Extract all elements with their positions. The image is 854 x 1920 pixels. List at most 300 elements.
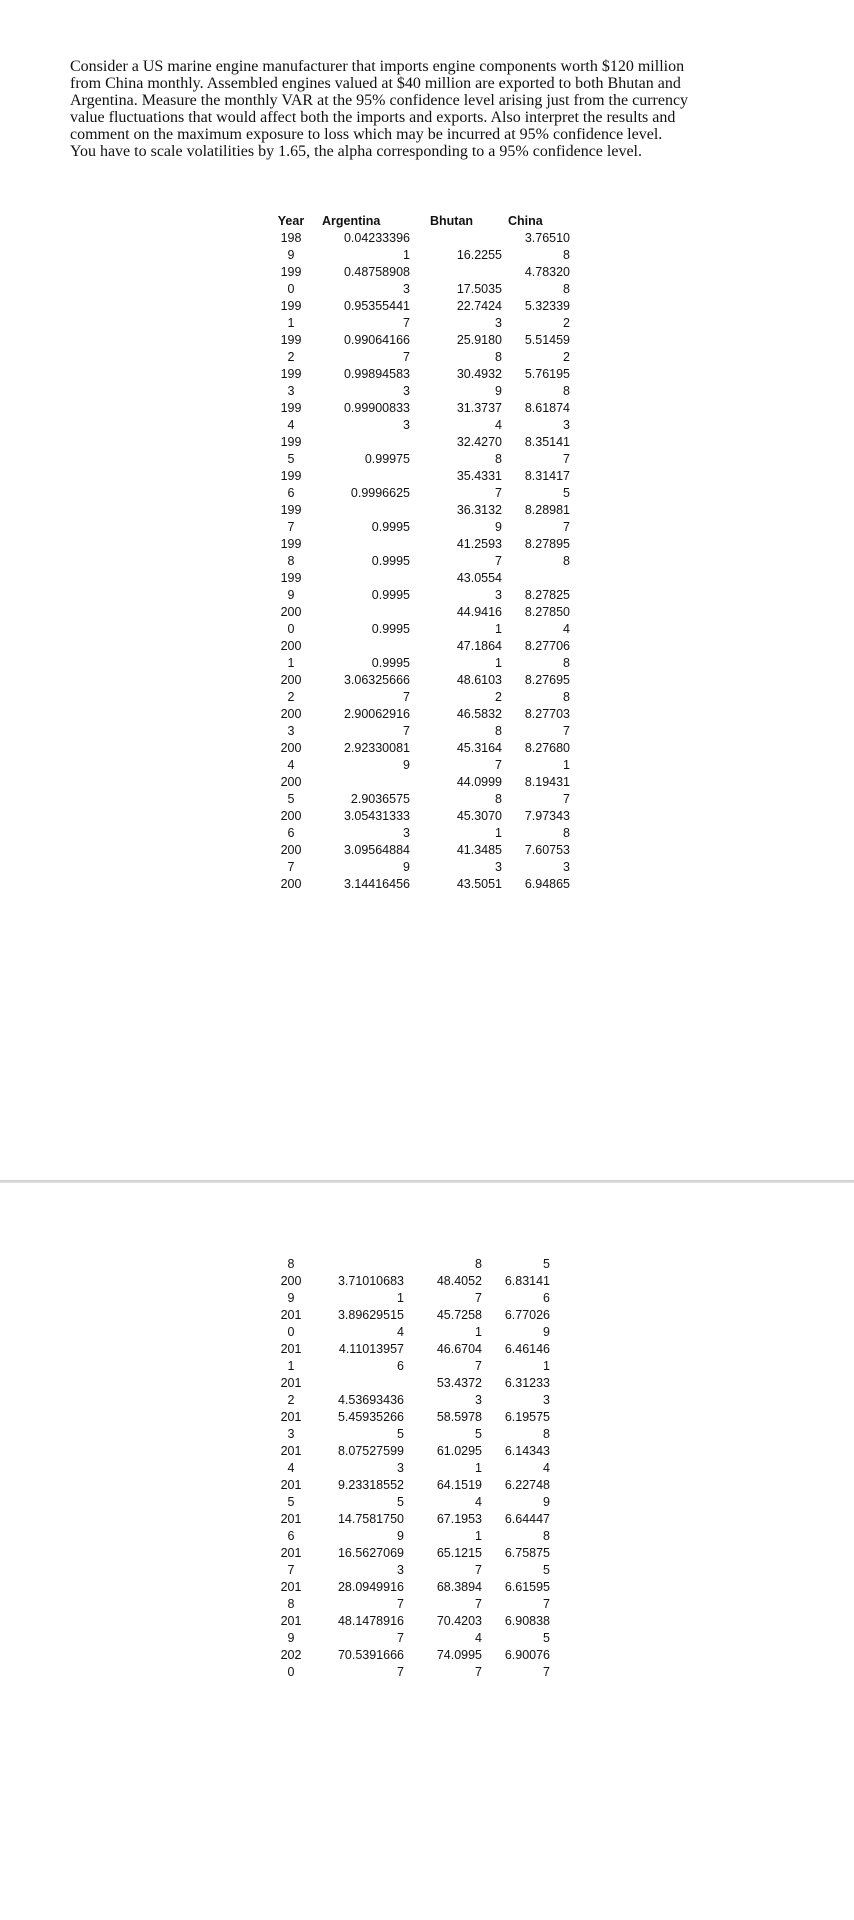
cell-bhutan: 8 [495, 792, 502, 806]
cell-argentina: 0.99975 [364, 452, 410, 466]
cell-bhutan: 3 [495, 588, 502, 602]
cell-year: 2 [287, 690, 295, 704]
table-row [266, 587, 570, 604]
table-row [266, 1545, 550, 1562]
cell-argentina: 7 [397, 1597, 404, 1611]
cell-bhutan: 7 [475, 1291, 482, 1305]
cell-china: 6.31233 [504, 1376, 550, 1390]
table-row [266, 1460, 550, 1477]
cell-china: 8.27706 [524, 639, 570, 653]
cell-bhutan: 7 [475, 1359, 482, 1373]
cell-china: 8.28981 [524, 503, 570, 517]
table-header-row [266, 213, 570, 230]
table-row [266, 621, 570, 638]
cell-bhutan: 3 [495, 860, 502, 874]
cell-argentina [316, 1256, 410, 1273]
cell-bhutan: 1 [475, 1529, 482, 1543]
table-row [266, 536, 570, 553]
cell-china: 7 [563, 724, 570, 738]
cell-argentina: 7 [397, 1631, 404, 1645]
cell-year: 201 [280, 1342, 302, 1356]
cell-argentina: 3.09564884 [343, 843, 410, 857]
cell-china: 7 [543, 1665, 550, 1679]
cell-argentina: 0.9995 [371, 520, 410, 534]
table-row [266, 689, 570, 706]
cell-china [508, 570, 570, 587]
cell-argentina: 48.1478916 [337, 1614, 404, 1628]
cell-china: 4 [563, 622, 570, 636]
table-row [266, 298, 570, 315]
table-row [266, 1392, 550, 1409]
cell-argentina: 0.9995 [371, 656, 410, 670]
cell-china: 9 [543, 1325, 550, 1339]
table-row [266, 638, 570, 655]
cell-year: 199 [280, 333, 302, 347]
cell-china: 8.35141 [524, 435, 570, 449]
cell-year: 200 [280, 673, 302, 687]
table-row [266, 825, 570, 842]
cell-argentina: 9.23318552 [337, 1478, 404, 1492]
cell-year: 201 [280, 1580, 302, 1594]
cell-year: 5 [287, 452, 295, 466]
cell-china: 6.61595 [504, 1580, 550, 1594]
cell-year: 2 [287, 350, 295, 364]
cell-year: 4 [287, 1461, 295, 1475]
table-row [266, 383, 570, 400]
cell-argentina: 0.99064166 [343, 333, 410, 347]
cell-china: 7.60753 [524, 843, 570, 857]
cell-argentina: 3.89629515 [337, 1308, 404, 1322]
cell-argentina: 2.92330081 [343, 741, 410, 755]
cell-bhutan: 8 [495, 724, 502, 738]
cell-bhutan: 41.2593 [456, 537, 502, 551]
cell-bhutan: 1 [475, 1325, 482, 1339]
cell-argentina: 3.05431333 [343, 809, 410, 823]
table-row [266, 1647, 550, 1664]
cell-bhutan: 1 [495, 622, 502, 636]
table-row [266, 808, 570, 825]
cell-bhutan: 53.4372 [436, 1376, 482, 1390]
cell-china: 1 [563, 758, 570, 772]
cell-year: 1 [287, 316, 295, 330]
cell-year: 0 [287, 282, 295, 296]
cell-argentina [316, 434, 416, 451]
cell-argentina: 6 [397, 1359, 404, 1373]
cell-bhutan: 5 [475, 1427, 482, 1441]
table-row [266, 400, 570, 417]
cell-china: 8.27850 [524, 605, 570, 619]
cell-china: 7.97343 [524, 809, 570, 823]
cell-bhutan: 9 [495, 520, 502, 534]
cell-bhutan [416, 264, 508, 281]
cell-china: 5 [563, 486, 570, 500]
document-page-2 [0, 1183, 854, 1920]
cell-china: 8 [563, 384, 570, 398]
cell-china: 4 [543, 1461, 550, 1475]
cell-bhutan: 30.4932 [456, 367, 502, 381]
cell-china: 8 [563, 656, 570, 670]
cell-bhutan: 3 [475, 1393, 482, 1407]
cell-china: 2 [563, 316, 570, 330]
cell-bhutan: 44.0999 [456, 775, 502, 789]
cell-bhutan: 1 [495, 826, 502, 840]
question-line: value fluctuations that would affect both the imports and exports. Also interpret the results and [70, 109, 676, 126]
cell-argentina: 9 [403, 758, 410, 772]
cell-bhutan: 22.7424 [456, 299, 502, 313]
question-line: You have to scale volatilities by 1.65, the alpha corresponding to a 95% confidence level. [70, 143, 642, 160]
cell-china: 8 [563, 248, 570, 262]
cell-year: 3 [287, 1427, 295, 1441]
cell-argentina [316, 604, 416, 621]
cell-china: 5.32339 [524, 299, 570, 313]
cell-argentina: 0.04233396 [343, 231, 410, 245]
cell-year: 201 [280, 1308, 302, 1322]
cell-china: 8 [543, 1427, 550, 1441]
table-body-page-1 [266, 230, 570, 893]
table-row [266, 1341, 550, 1358]
table-row [266, 1324, 550, 1341]
table-row [266, 519, 570, 536]
cell-argentina: 9 [397, 1529, 404, 1543]
header-argentina: Argentina [322, 214, 381, 228]
cell-china: 5 [543, 1257, 550, 1271]
table-row [266, 876, 570, 893]
header-china: China [508, 214, 543, 228]
cell-china: 8.27680 [524, 741, 570, 755]
table-row [266, 570, 570, 587]
cell-argentina: 0.99900833 [343, 401, 410, 415]
cell-year: 3 [287, 384, 295, 398]
cell-china: 6.77026 [504, 1308, 550, 1322]
cell-year: 9 [287, 248, 295, 262]
cell-bhutan: 2 [495, 690, 502, 704]
cell-year: 3 [287, 724, 295, 738]
table-row [266, 1409, 550, 1426]
cell-bhutan: 25.9180 [456, 333, 502, 347]
cell-argentina: 1 [397, 1291, 404, 1305]
cell-china: 8.27895 [524, 537, 570, 551]
header-year: Year [277, 214, 305, 228]
cell-argentina [316, 1375, 410, 1392]
table-row [266, 1528, 550, 1545]
table-row [266, 1562, 550, 1579]
cell-argentina: 2.90062916 [343, 707, 410, 721]
table-row [266, 1511, 550, 1528]
cell-china: 6.83141 [504, 1274, 550, 1288]
cell-china: 8 [543, 1529, 550, 1543]
table-row [266, 264, 570, 281]
cell-china: 8.61874 [524, 401, 570, 415]
cell-year: 199 [280, 401, 302, 415]
table-row [266, 247, 570, 264]
cell-argentina [316, 536, 416, 553]
cell-argentina: 3.71010683 [337, 1274, 404, 1288]
cell-argentina: 0.95355441 [343, 299, 410, 313]
cell-year: 200 [280, 1274, 302, 1288]
cell-argentina: 5.45935266 [337, 1410, 404, 1424]
cell-year: 199 [280, 469, 302, 483]
cell-china: 3 [543, 1393, 550, 1407]
table-row [266, 791, 570, 808]
cell-argentina: 0.48758908 [343, 265, 410, 279]
cell-bhutan: 35.4331 [456, 469, 502, 483]
cell-bhutan: 3 [495, 316, 502, 330]
cell-year: 0 [287, 1325, 295, 1339]
cell-argentina [316, 502, 416, 519]
cell-year: 9 [287, 1291, 295, 1305]
cell-china: 5.76195 [524, 367, 570, 381]
cell-bhutan: 47.1864 [456, 639, 502, 653]
cell-bhutan: 8 [495, 452, 502, 466]
table-row [266, 774, 570, 791]
table-row [266, 740, 570, 757]
cell-argentina: 0.9995 [371, 554, 410, 568]
table-body-page-2 [266, 1256, 550, 1681]
cell-year: 201 [280, 1444, 302, 1458]
cell-bhutan: 46.5832 [456, 707, 502, 721]
cell-bhutan: 8 [495, 350, 502, 364]
cell-year: 8 [287, 554, 295, 568]
cell-china: 5 [543, 1563, 550, 1577]
cell-argentina: 3 [403, 282, 410, 296]
table-row [266, 1358, 550, 1375]
table-row [266, 672, 570, 689]
cell-year: 9 [287, 1631, 295, 1645]
table-row [266, 1426, 550, 1443]
cell-year: 2 [287, 1393, 295, 1407]
table-row [266, 1443, 550, 1460]
cell-year: 6 [287, 826, 295, 840]
table-row [266, 1256, 550, 1273]
table-row [266, 230, 570, 247]
cell-bhutan: 4 [475, 1495, 482, 1509]
cell-year: 5 [287, 1495, 295, 1509]
cell-bhutan: 7 [475, 1665, 482, 1679]
cell-argentina: 0.9995 [371, 588, 410, 602]
cell-argentina [316, 468, 416, 485]
cell-year: 198 [280, 231, 302, 245]
cell-bhutan: 67.1953 [436, 1512, 482, 1526]
cell-argentina: 7 [403, 316, 410, 330]
cell-china: 5 [543, 1631, 550, 1645]
cell-bhutan: 44.9416 [456, 605, 502, 619]
cell-bhutan: 4 [495, 418, 502, 432]
cell-bhutan: 41.3485 [456, 843, 502, 857]
cell-year: 5 [287, 792, 295, 806]
cell-argentina: 7 [403, 690, 410, 704]
table-row [266, 1579, 550, 1596]
cell-argentina [316, 570, 416, 587]
cell-china: 6.14343 [504, 1444, 550, 1458]
cell-argentina: 0.99894583 [343, 367, 410, 381]
cell-year: 201 [280, 1546, 302, 1560]
table-row [266, 366, 570, 383]
cell-year: 199 [280, 571, 302, 585]
cell-bhutan: 7 [475, 1597, 482, 1611]
table-row [266, 706, 570, 723]
cell-bhutan: 8 [475, 1257, 482, 1271]
cell-china: 8 [563, 554, 570, 568]
cell-argentina: 3.14416456 [343, 877, 410, 891]
cell-bhutan: 7 [475, 1563, 482, 1577]
cell-argentina: 4 [397, 1325, 404, 1339]
cell-year: 199 [280, 537, 302, 551]
cell-year: 7 [287, 520, 295, 534]
cell-year: 6 [287, 486, 295, 500]
cell-china: 7 [543, 1597, 550, 1611]
cell-china: 7 [563, 452, 570, 466]
cell-year: 200 [280, 843, 302, 857]
table-row [266, 468, 570, 485]
cell-bhutan: 68.3894 [436, 1580, 482, 1594]
cell-year: 199 [280, 299, 302, 313]
cell-year: 4 [287, 758, 295, 772]
cell-argentina: 3 [403, 826, 410, 840]
cell-bhutan: 1 [495, 656, 502, 670]
cell-bhutan: 65.1215 [436, 1546, 482, 1560]
cell-argentina: 4.11013957 [338, 1342, 404, 1356]
cell-argentina: 7 [397, 1665, 404, 1679]
cell-year: 200 [280, 741, 302, 755]
cell-year: 200 [280, 707, 302, 721]
cell-argentina: 8.07527599 [337, 1444, 404, 1458]
table-row [266, 315, 570, 332]
cell-china: 3 [563, 860, 570, 874]
cell-year: 202 [280, 1648, 302, 1662]
cell-year: 8 [287, 1257, 295, 1271]
question-line: from China monthly. Assembled engines valued at $40 million are exported to both Bhutan and [70, 75, 681, 92]
exchange-rate-table [266, 213, 570, 893]
cell-year: 201 [280, 1376, 302, 1390]
table-row [266, 604, 570, 621]
cell-china: 6.90076 [504, 1648, 550, 1662]
cell-bhutan: 70.4203 [436, 1614, 482, 1628]
cell-year: 200 [280, 809, 302, 823]
cell-china: 8.27695 [524, 673, 570, 687]
cell-year: 6 [287, 1529, 295, 1543]
cell-china: 8.27703 [524, 707, 570, 721]
cell-argentina: 5 [397, 1495, 404, 1509]
table-row [266, 1596, 550, 1613]
cell-bhutan: 74.0995 [436, 1648, 482, 1662]
cell-argentina: 7 [403, 724, 410, 738]
cell-year: 201 [280, 1478, 302, 1492]
cell-bhutan: 32.4270 [456, 435, 502, 449]
cell-year: 7 [287, 1563, 295, 1577]
cell-year: 200 [280, 639, 302, 653]
cell-year: 199 [280, 503, 302, 517]
cell-year: 0 [287, 1665, 295, 1679]
cell-argentina: 3 [397, 1461, 404, 1475]
cell-bhutan: 31.3737 [456, 401, 502, 415]
cell-bhutan: 1 [475, 1461, 482, 1475]
cell-argentina: 16.5627069 [337, 1546, 404, 1560]
cell-bhutan: 7 [495, 758, 502, 772]
cell-year: 199 [280, 435, 302, 449]
cell-china: 3.76510 [524, 231, 570, 245]
cell-china: 7 [563, 792, 570, 806]
table-row [266, 757, 570, 774]
cell-argentina: 28.0949916 [337, 1580, 404, 1594]
table-row [266, 1630, 550, 1647]
cell-argentina: 0.9995 [371, 622, 410, 636]
cell-bhutan: 45.7258 [436, 1308, 482, 1322]
cell-year: 199 [280, 367, 302, 381]
cell-china: 6.90838 [504, 1614, 550, 1628]
cell-year: 9 [287, 588, 295, 602]
cell-china: 6.19575 [504, 1410, 550, 1424]
table-row [266, 281, 570, 298]
table-row [266, 859, 570, 876]
cell-year: 4 [287, 418, 295, 432]
cell-china: 4.78320 [524, 265, 570, 279]
cell-bhutan: 45.3164 [456, 741, 502, 755]
cell-argentina [316, 774, 416, 791]
cell-argentina: 3 [403, 384, 410, 398]
table-row [266, 553, 570, 570]
table-row [266, 451, 570, 468]
cell-bhutan: 9 [495, 384, 502, 398]
cell-bhutan: 58.5978 [436, 1410, 482, 1424]
exchange-rate-table-continued [266, 1256, 550, 1681]
table-row [266, 417, 570, 434]
cell-china: 1 [543, 1359, 550, 1373]
cell-china: 6.64447 [504, 1512, 550, 1526]
cell-bhutan: 64.1519 [436, 1478, 482, 1492]
cell-bhutan: 36.3132 [456, 503, 502, 517]
table-row [266, 502, 570, 519]
cell-year: 0 [287, 622, 295, 636]
cell-bhutan: 43.0554 [456, 571, 502, 585]
table-row [266, 1375, 550, 1392]
cell-bhutan: 7 [495, 554, 502, 568]
question-text [70, 58, 790, 160]
cell-bhutan: 48.6103 [456, 673, 502, 687]
cell-year: 201 [280, 1512, 302, 1526]
cell-china: 5.51459 [524, 333, 570, 347]
table-row [266, 332, 570, 349]
cell-china: 8.27825 [524, 588, 570, 602]
table-row [266, 1307, 550, 1324]
cell-year: 7 [287, 860, 295, 874]
table-row [266, 434, 570, 451]
cell-argentina: 7 [403, 350, 410, 364]
question-line: comment on the maximum exposure to loss which may be incurred at 95% confidence level. [70, 126, 663, 143]
cell-china: 6 [543, 1291, 550, 1305]
cell-bhutan: 61.0295 [436, 1444, 482, 1458]
cell-argentina: 5 [397, 1427, 404, 1441]
cell-argentina: 3 [403, 418, 410, 432]
table-row [266, 1494, 550, 1511]
cell-china: 9 [543, 1495, 550, 1509]
cell-argentina: 9 [403, 860, 410, 874]
table-row [266, 349, 570, 366]
table-row [266, 1477, 550, 1494]
cell-year: 1 [287, 656, 295, 670]
cell-argentina: 3 [397, 1563, 404, 1577]
cell-bhutan: 17.5035 [456, 282, 502, 296]
question-line: Argentina. Measure the monthly VAR at the 95% confidence level arising just from the currency [70, 92, 689, 109]
cell-bhutan: 7 [495, 486, 502, 500]
table-row [266, 723, 570, 740]
cell-year: 200 [280, 775, 302, 789]
table-row [266, 842, 570, 859]
cell-argentina: 3.06325666 [343, 673, 410, 687]
cell-argentina: 2.9036575 [350, 792, 410, 806]
table-row [266, 1664, 550, 1681]
cell-china: 7 [563, 520, 570, 534]
cell-year: 200 [280, 877, 302, 891]
